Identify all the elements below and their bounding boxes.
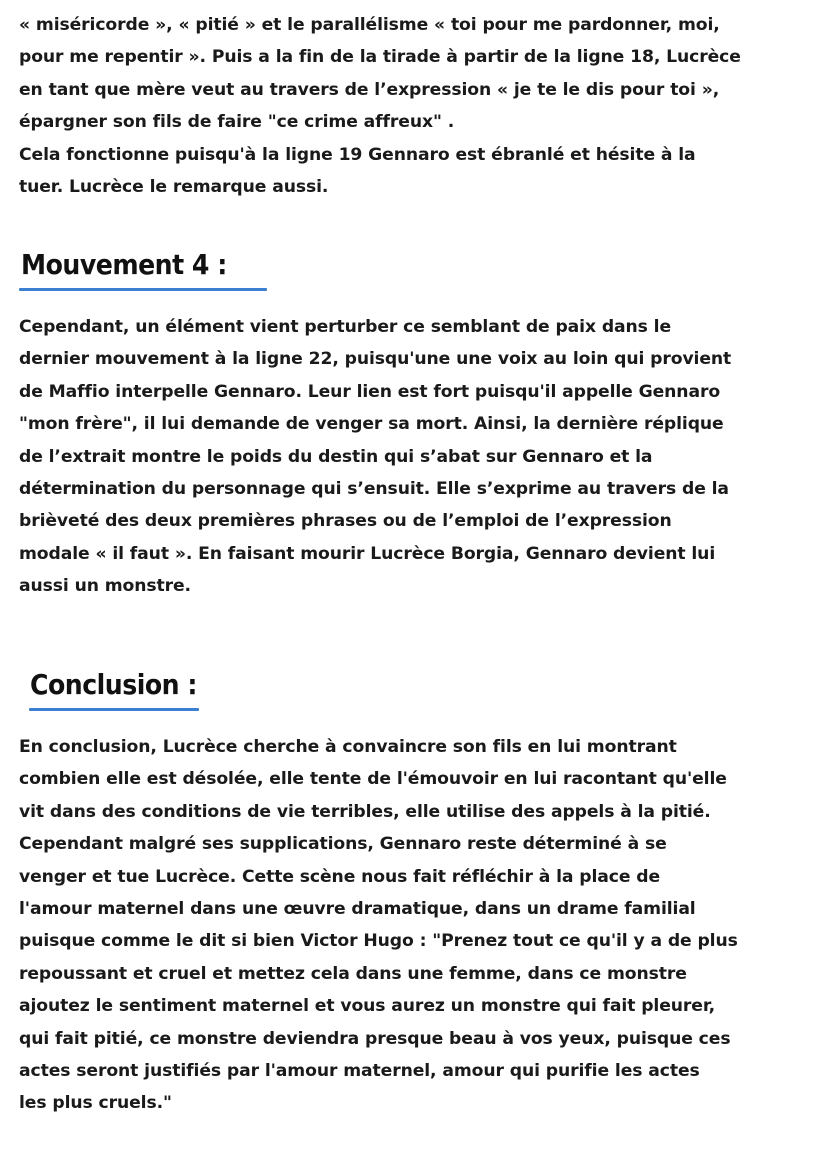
text-line: brièveté des deux premières phrases ou de l’emploi de l’expression: [19, 511, 672, 532]
text-line: l'amour maternel dans une œuvre dramatique, dans un drame familial: [19, 899, 696, 920]
text-line: ajoutez le sentiment maternel et vous aurez un monstre qui fait pleurer,: [19, 996, 716, 1017]
section-heading-conclusion: Conclusion :: [30, 668, 197, 701]
text-line: combien elle est désolée, elle tente de l'émouvoir en lui racontant qu'elle: [19, 769, 727, 790]
text-line: de l’extrait montre le poids du destin qui s’abat sur Gennaro et la: [19, 446, 653, 467]
text-line: modale « il faut ». En faisant mourir Lucrèce Borgia, Gennaro devient lui: [19, 543, 716, 564]
text-line: pour me repentir ». Puis a la fin de la tirade à partir de la ligne 18, Lucrèce: [19, 47, 741, 68]
text-line: Cependant, un élément vient perturber ce semblant de paix dans le: [19, 317, 672, 337]
text-line: tuer. Lucrèce le remarque aussi.: [19, 177, 329, 198]
text-line: Cependant malgré ses supplications, Gennaro reste déterminé à se: [19, 834, 667, 855]
intro-paragraph: [19, 9, 814, 203]
heading-underline: [19, 288, 267, 291]
heading-underline: [29, 708, 199, 711]
text-line: les plus cruels.": [19, 1093, 172, 1114]
text-line: aussi un monstre.: [19, 576, 191, 597]
text-line: En conclusion, Lucrèce cherche à convaincre son fils en lui montrant: [19, 737, 677, 757]
text-line: puisque comme le dit si bien Victor Hugo : "Prenez tout ce qu'il y a de plus: [19, 931, 738, 952]
text-line: en tant que mère veut au travers de l’expression « je te le dis pour toi »,: [19, 79, 720, 100]
text-line: vit dans des conditions de vie terribles, elle utilise des appels à la pitié.: [19, 801, 711, 822]
text-line: de Maffio interpelle Gennaro. Leur lien est fort puisqu'il appelle Gennaro: [19, 381, 721, 402]
text-line: actes seront justifiés par l'amour maternel, amour qui purifie les actes: [19, 1061, 700, 1082]
text-line: "mon frère", il lui demande de venger sa mort. Ainsi, la dernière réplique: [19, 414, 724, 435]
text-line: détermination du personnage qui s’ensuit. Elle s’exprime au travers de la: [19, 479, 729, 500]
mouvement-4-paragraph: [19, 311, 814, 603]
text-line: épargner son fils de faire "ce crime affreux" .: [19, 112, 455, 133]
text-line: « miséricorde », « pitié » et le parallélisme « toi pour me pardonner, moi,: [19, 15, 720, 35]
text-line: venger et tue Lucrèce. Cette scène nous fait réfléchir à la place de: [19, 866, 661, 887]
section-heading-mouvement-4: Mouvement 4 :: [21, 248, 227, 281]
text-line: repoussant et cruel et mettez cela dans une femme, dans ce monstre: [19, 963, 687, 984]
text-line: Cela fonctionne puisqu'à la ligne 19 Gennaro est ébranlé et hésite à la: [19, 144, 696, 165]
text-line: qui fait pitié, ce monstre deviendra presque beau à vos yeux, puisque ces: [19, 1028, 731, 1049]
text-line: dernier mouvement à la ligne 22, puisqu'une une voix au loin qui provient: [19, 349, 732, 370]
conclusion-paragraph: [19, 731, 814, 1120]
